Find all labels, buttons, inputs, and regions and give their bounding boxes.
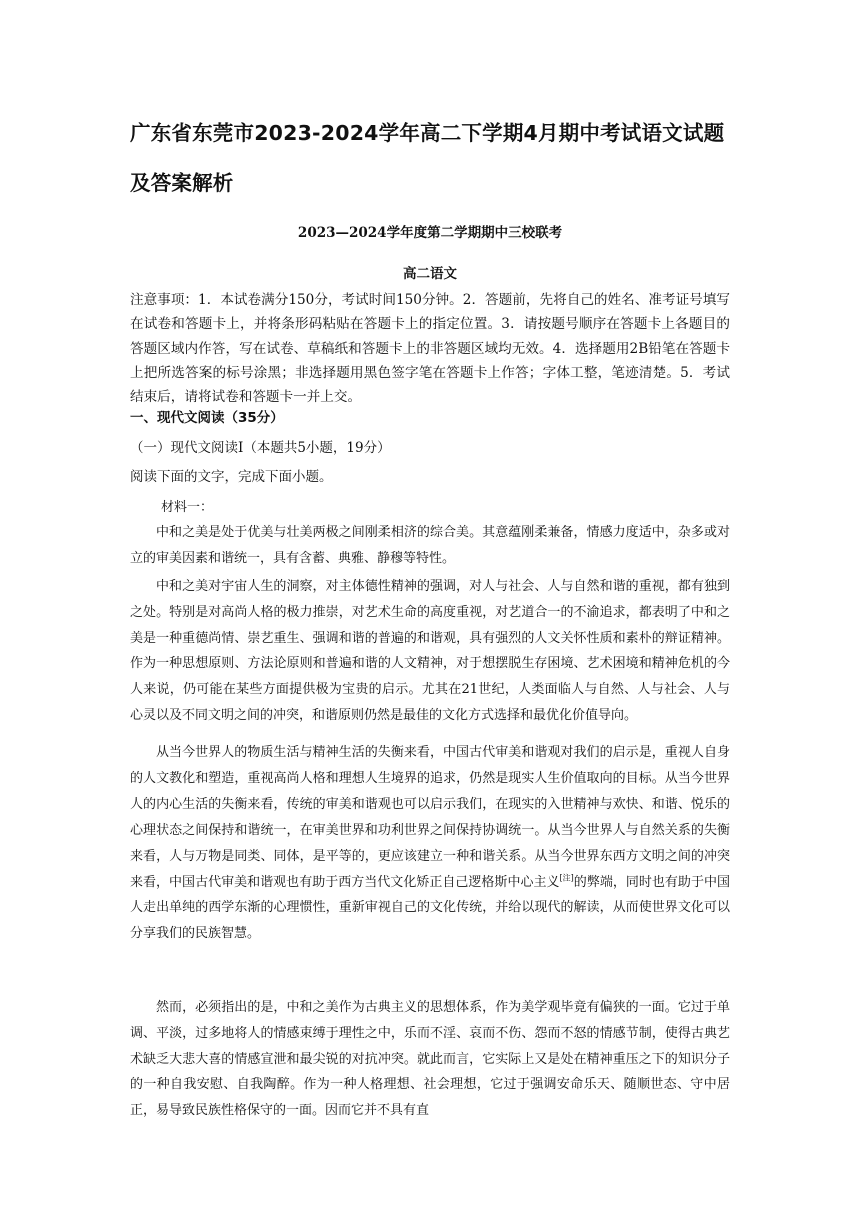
material-label: 材料一： (161, 500, 214, 515)
exam-notes: 注意事项：1．本试卷满分150分，考试时间150分钟。2．答题前，先将自己的姓名、准考证号填写在试卷和答题卡上，并将条形码粘贴在答题卡上的指定位置。3．请按题号顺序在答题卡上各题目的答题区域内作答，写在试卷、草稿纸和答题卡上的非答题区域均无效。4．选择题用2B铅笔在答题卡上把所选答案的标号涂黑；非选择题用黑色签字笔在答题卡上作答；字体工整，笔迹清楚。5．考试结束后，请将试卷和答题卡一并上交。 (130, 292, 730, 406)
paragraph-2: 中和之美对宇宙人生的洞察，对主体德性精神的强调，对人与社会、人与自然和谐的重视，都有独到之处。特别是对高尚人格的极力推崇，对艺术生命的高度重视，对艺道合一的不渝追求，都表明了中和之美是一种重德尚情、崇艺重生、强调和谐的普遍的和谐观，具有强烈的人文关怀性质和素朴的辩证精神。作为一种思想原则、方法论原则和普遍和谐的人文精神，对于想摆脱生存困境、艺术困境和精神危机的今人来说，仍可能在某些方面提供极为宝贵的启示。尤其在21世纪，人类面临人与自然、人与社会、人与心灵以及不同文明之间的冲突，和谐原则仍然是最佳的文化方式选择和最优化价值导向。 (130, 579, 730, 723)
exam-header: 2023—2024学年度第二学期期中三校联考 (297, 225, 563, 241)
section-heading: 一、现代文阅读（35分） (130, 410, 284, 426)
paragraph-3-text-b: 的弊端，同时也有助于中国人走出单纯的西学东渐的心理惯性，重新审视自己的文化传统，并给以现代的解读，从而使世界文化可以分享我们的民族智慧。 (130, 874, 730, 942)
paragraph-4: 然而，必须指出的是，中和之美作为古典主义的思想体系，作为美学观毕竟有偏狭的一面。它过于单调、平淡，过多地将人的情感束缚于理性之中，乐而不淫、哀而不伤、怨而不怒的情感节制，使得古典艺术缺乏大悲大喜的情感宣泄和最尖锐的对抗冲突。就此而言，它实际上又是处在精神重压之下的知识分子的一种自我安慰、自我陶醉。作为一种人格理想、社会理想，它过于强调安命乐天、随顺世态、守中居正，易导致民族性格保守的一面。因而它并不具有直 (130, 1000, 730, 1119)
reading-instruction: 阅读下面的文字，完成下面小题。 (130, 469, 333, 485)
grade-header: 高二语文 (403, 266, 457, 282)
paragraph-1: 中和之美是处于优美与壮美两极之间刚柔相济的综合美。其意蕴刚柔兼备，情感力度适中，杂多或对立的审美因素和谐统一，具有含蓄、典雅、静穆等特性。 (130, 525, 730, 566)
document-title: 广东省东莞市2023-2024学年高二下学期4月期中考试语文试题及答案解析 (130, 121, 725, 195)
paragraph-3 (130, 740, 730, 947)
paragraph-3-text-a: 从当今世界人的物质生活与精神生活的失衡来看，中国古代审美和谐观对我们的启示是，重视人自身的人文教化和塑造，重视高尚人格和理想人生境界的追求，仍然是现实人生价值取向的目标。从当今世界人的内心生活的失衡来看，传统的审美和谐观也可以启示我们，在现实的入世精神与欢快、和谐、悦乐的心理状态之间保持和谐统一，在审美世界和功利世界之间保持协调统一。从当今世界人与自然关系的失衡来看，人与万物是同类、同体，是平等的，更应该建立一种和谐关系。从当今世界东西方文明之间的冲突来看，中国古代审美和谐观也有助于西方当代文化矫正自己逻格斯中心主义 (130, 745, 730, 890)
footnote-marker: [注] (559, 873, 574, 883)
subsection-heading: （一）现代文阅读Ⅰ（本题共5小题，19分） (130, 440, 391, 456)
